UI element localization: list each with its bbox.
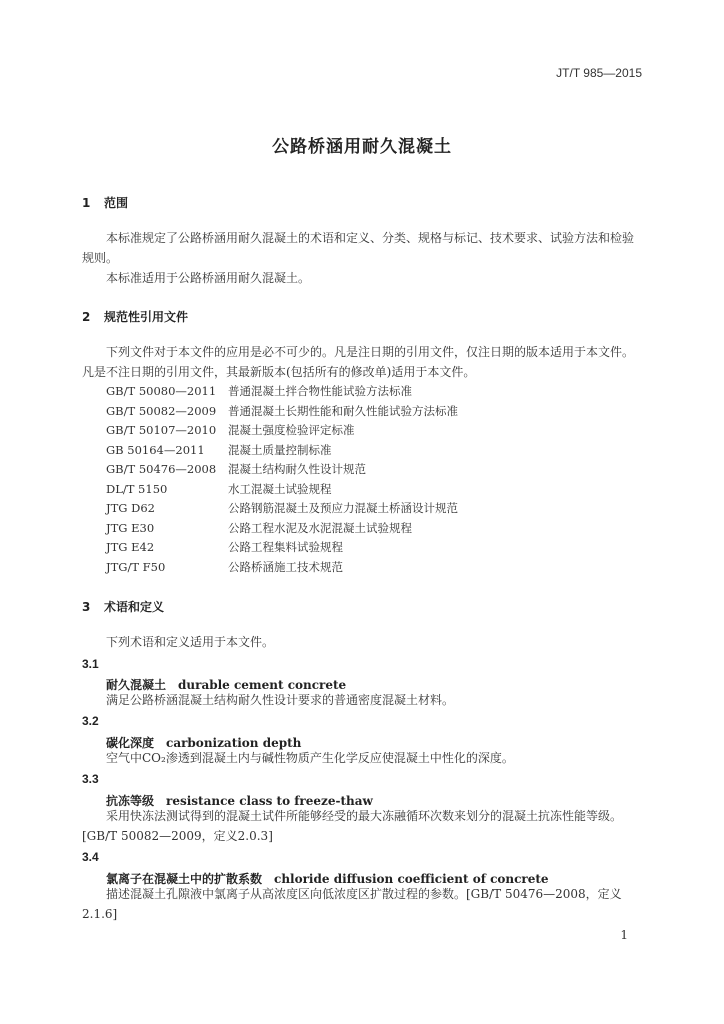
reference-list xyxy=(106,382,458,577)
reference-code: GB/T 50082—2009 xyxy=(106,403,217,418)
section-2-heading xyxy=(82,308,188,325)
reference-item xyxy=(106,402,458,422)
term-zh: 抗冻等级 xyxy=(106,794,155,808)
standard-code: JT/T 985—2015 xyxy=(556,66,642,80)
page-number: 1 xyxy=(620,928,628,942)
section-1-paragraph: 本标准适用于公路桥涵用耐久混凝土。 xyxy=(106,271,311,285)
reference-item xyxy=(106,538,458,558)
section-title: 术语和定义 xyxy=(104,600,165,614)
term-en: durable cement concrete xyxy=(178,678,347,692)
term-number: 3.1 xyxy=(82,657,99,671)
section-number: 1 xyxy=(82,196,91,210)
term-en: carbonization depth xyxy=(166,736,302,750)
document-title: 公路桥涵用耐久混凝土 xyxy=(272,137,452,157)
reference-name: 普通混凝土拌合物性能试验方法标准 xyxy=(228,384,412,398)
section-3-heading xyxy=(82,598,164,615)
reference-item xyxy=(106,421,458,441)
reference-code: GB/T 50476—2008 xyxy=(106,462,217,476)
reference-code: DL/T 5150 xyxy=(106,481,168,496)
section-number: 3 xyxy=(82,600,91,614)
reference-item xyxy=(106,480,458,500)
term-number: 3.4 xyxy=(82,850,99,864)
term-en: chloride diffusion coefficient of concrete xyxy=(274,872,549,886)
term-zh: 耐久混凝土 xyxy=(106,678,167,692)
section-number: 2 xyxy=(82,310,91,324)
term-number: 3.2 xyxy=(82,714,99,728)
section-1-heading xyxy=(82,194,128,211)
reference-name: 公路桥涵施工技术规范 xyxy=(228,559,343,574)
reference-name: 水工混凝土试验规程 xyxy=(228,481,332,496)
reference-code: JTG/T F50 xyxy=(106,559,166,574)
reference-name: 普通混凝土长期性能和耐久性能试验方法标准 xyxy=(228,403,458,418)
reference-name: 混凝土强度检验评定标准 xyxy=(228,423,355,437)
term-zh: 氯离子在混凝土中的扩散系数 xyxy=(106,872,263,886)
term-number: 3.3 xyxy=(82,772,99,786)
reference-code: JTG E42 xyxy=(106,540,155,554)
section-title: 范围 xyxy=(104,196,129,210)
term-definition: 满足公路桥涵混凝土结构耐久性设计要求的普通密度混凝土材料。 xyxy=(106,693,455,707)
section-3-intro: 下列术语和定义适用于本文件。 xyxy=(106,635,275,649)
section-1-paragraph: 本标准规定了公路桥涵用耐久混凝土的术语和定义、分类、规格与标记、技术要求、试验方法和检验规则。 xyxy=(82,231,635,265)
term-definition: 描述混凝土孔隙液中氯离子从高浓度区向低浓度区扩散过程的参数。[GB/T 50476—2008，定义2.1.6] xyxy=(82,887,622,921)
reference-code: JTG E30 xyxy=(106,520,155,535)
reference-name: 公路工程集料试验规程 xyxy=(228,540,343,554)
reference-item xyxy=(106,499,458,519)
reference-item xyxy=(106,460,458,480)
term-definition: 空气中CO₂渗透到混凝土内与碱性物质产生化学反应使混凝土中性化的深度。 xyxy=(106,751,514,765)
reference-item xyxy=(106,519,458,539)
reference-name: 混凝土结构耐久性设计规范 xyxy=(228,462,366,476)
reference-code: GB/T 50107—2010 xyxy=(106,423,217,437)
term-definition: 采用快冻法测试得到的混凝土试件所能够经受的最大冻融循环次数来划分的混凝土抗冻性能等级。[GB/T 50082—2009，定义2.0.3] xyxy=(82,809,623,843)
section-2-intro: 下列文件对于本文件的应用是必不可少的。凡是注日期的引用文件，仅注日期的版本适用于本文件。凡是不注日期的引用文件，其最新版本(包括所有的修改单)适用于本文件。 xyxy=(82,345,635,379)
reference-name: 公路工程水泥及水泥混凝土试验规程 xyxy=(228,520,412,535)
section-title: 规范性引用文件 xyxy=(104,310,189,324)
reference-code: JTG D62 xyxy=(106,501,155,515)
reference-name: 公路钢筋混凝土及预应力混凝土桥涵设计规范 xyxy=(228,501,458,515)
term-zh: 碳化深度 xyxy=(106,736,155,750)
reference-item xyxy=(106,382,458,402)
reference-code: GB/T 50080—2011 xyxy=(106,384,217,398)
term-en: resistance class to freeze-thaw xyxy=(166,794,373,808)
reference-item xyxy=(106,558,458,578)
reference-name: 混凝土质量控制标准 xyxy=(228,442,332,457)
reference-code: GB 50164—2011 xyxy=(106,442,205,457)
reference-item xyxy=(106,441,458,461)
